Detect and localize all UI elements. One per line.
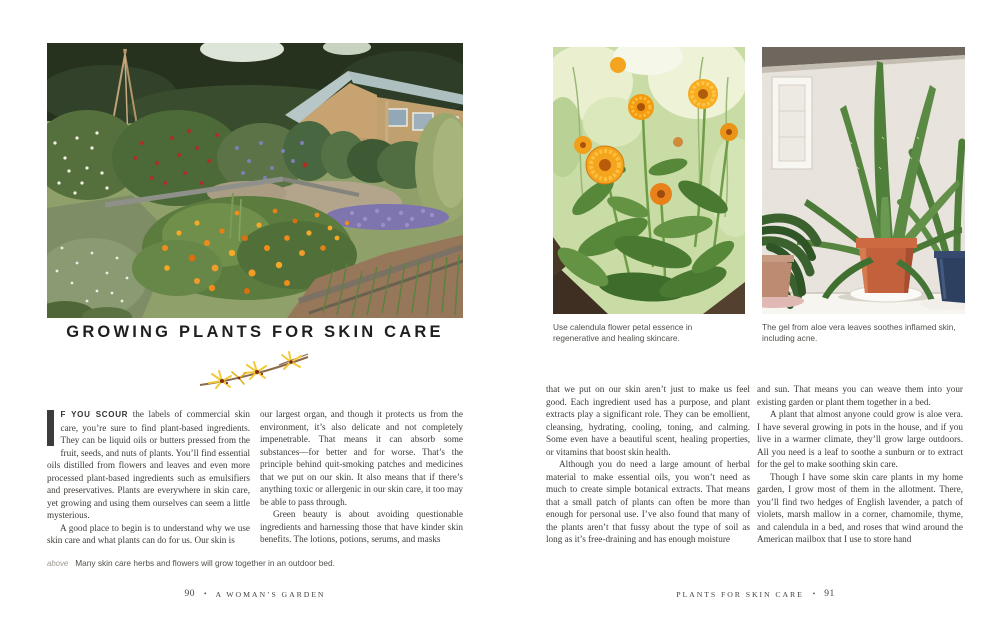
body-text: the labels of commercial skin care, you’re sure to find plant-based ingredients. They can be liquid oils or butters pressed from the fruit, seeds, and nuts of plants. You’ll find essential oils distilled from flowers and leaves and even more processed plant-based ingredients such as emulsifiers and preservatives. Plants are everywhere in skin care, yet growing and using them ourselves can seem a little mysterious. xyxy=(47,409,250,520)
paragraph: Though I have some skin care plants in my home garden, I grow most of them in the allotment. There, you’ll find two hedges of English lavender, a patch of violets, marsh mallow in a corner, chamomile, thyme, and calendula in a bed, and roses that wind around the American mailbox that I use to store hand xyxy=(757,471,963,544)
witch-hazel-art xyxy=(194,350,316,392)
paragraph: and sun. That means you can weave them into your existing garden or plant them together in a bed. xyxy=(757,384,963,407)
calendula-photo-art xyxy=(553,47,745,314)
left-page-footer xyxy=(47,589,463,599)
paragraph: Green beauty is about avoiding questionable ingredients and harnessing those that have kinder skin benefits. The lotions, potions, serums, and masks xyxy=(260,509,463,544)
garden-photo-caption xyxy=(47,558,447,569)
dropcap-letter-i xyxy=(47,410,54,446)
right-page-column-2 xyxy=(757,383,963,546)
aloe-caption: The gel from aloe vera leaves soothes inflamed skin, including acne. xyxy=(762,322,956,343)
left-page-column-2 xyxy=(260,408,463,546)
garden-photo xyxy=(47,43,463,318)
paragraph: that we put on our skin aren’t just to make us feel good. Each ingredient used has a purpose, and plant extracts play a significant role. They can be emollient, cleansing, hydrating, cooling, toning, and calming. Some even have a beautiful scent, healing properties, or vitamins that boost skin health. xyxy=(546,384,750,457)
paragraph xyxy=(47,408,250,522)
aloe-photo-art xyxy=(762,47,965,314)
paragraph: our largest organ, and though it protects us from the environment, it’s also delicate and not completely impenetrable. That means it can absorb some substances—for better and for worse. That’s the principle behind quit-smoking patches and medicines that we put on our skin. It also means that if there’s anything toxic or allergenic in our skin care, it too may be able to pass through. xyxy=(260,409,463,507)
lead-in-text: F YOU SCOUR xyxy=(60,410,129,419)
footer-separator: • xyxy=(812,590,816,598)
page-number: 91 xyxy=(824,589,835,599)
aloe-photo xyxy=(762,47,965,314)
page-number: 90 xyxy=(184,589,196,599)
chapter-title: GROWING PLANTS FOR SKIN CARE xyxy=(66,323,444,341)
caption-label: above xyxy=(47,559,69,568)
paragraph: A plant that almost anyone could grow is aloe vera. I have several growing in pots in the house, and if you live in a warmer climate, they’ll grow large outdoors. All you need is a leaf to soothe a sunburn or to extract for the gel to make soothing skin care. xyxy=(757,409,963,469)
footer-separator: • xyxy=(204,590,207,598)
calendula-caption: Use calendula flower petal essence in regenerative and healing skincare. xyxy=(553,322,693,343)
right-page-footer xyxy=(546,589,965,599)
calendula-photo xyxy=(553,47,745,314)
right-page-column-1 xyxy=(546,383,750,546)
caption-text: Many skin care herbs and flowers will grow together in an outdoor bed. xyxy=(75,558,335,568)
paragraph: A good place to begin is to understand why we use skin care and what plants can do for us. Our skin is xyxy=(47,522,250,545)
paragraph: Although you do need a large amount of herbal material to make essential oils, you won’t need as much to create simple botanical extracts. That means that a small patch of plants can often be more than enough for personal use. I’ve also found that many of the plants aren’t that fussy about the type of soil as long as it’s free-draining and has enough moisture xyxy=(546,459,750,544)
left-page-column-1 xyxy=(47,408,250,547)
running-book-title: A WOMAN’S GARDEN xyxy=(215,589,326,599)
witch-hazel-illustration xyxy=(47,349,463,393)
garden-photo-art xyxy=(47,43,463,318)
running-chapter-title: PLANTS FOR SKIN CARE xyxy=(676,589,804,599)
